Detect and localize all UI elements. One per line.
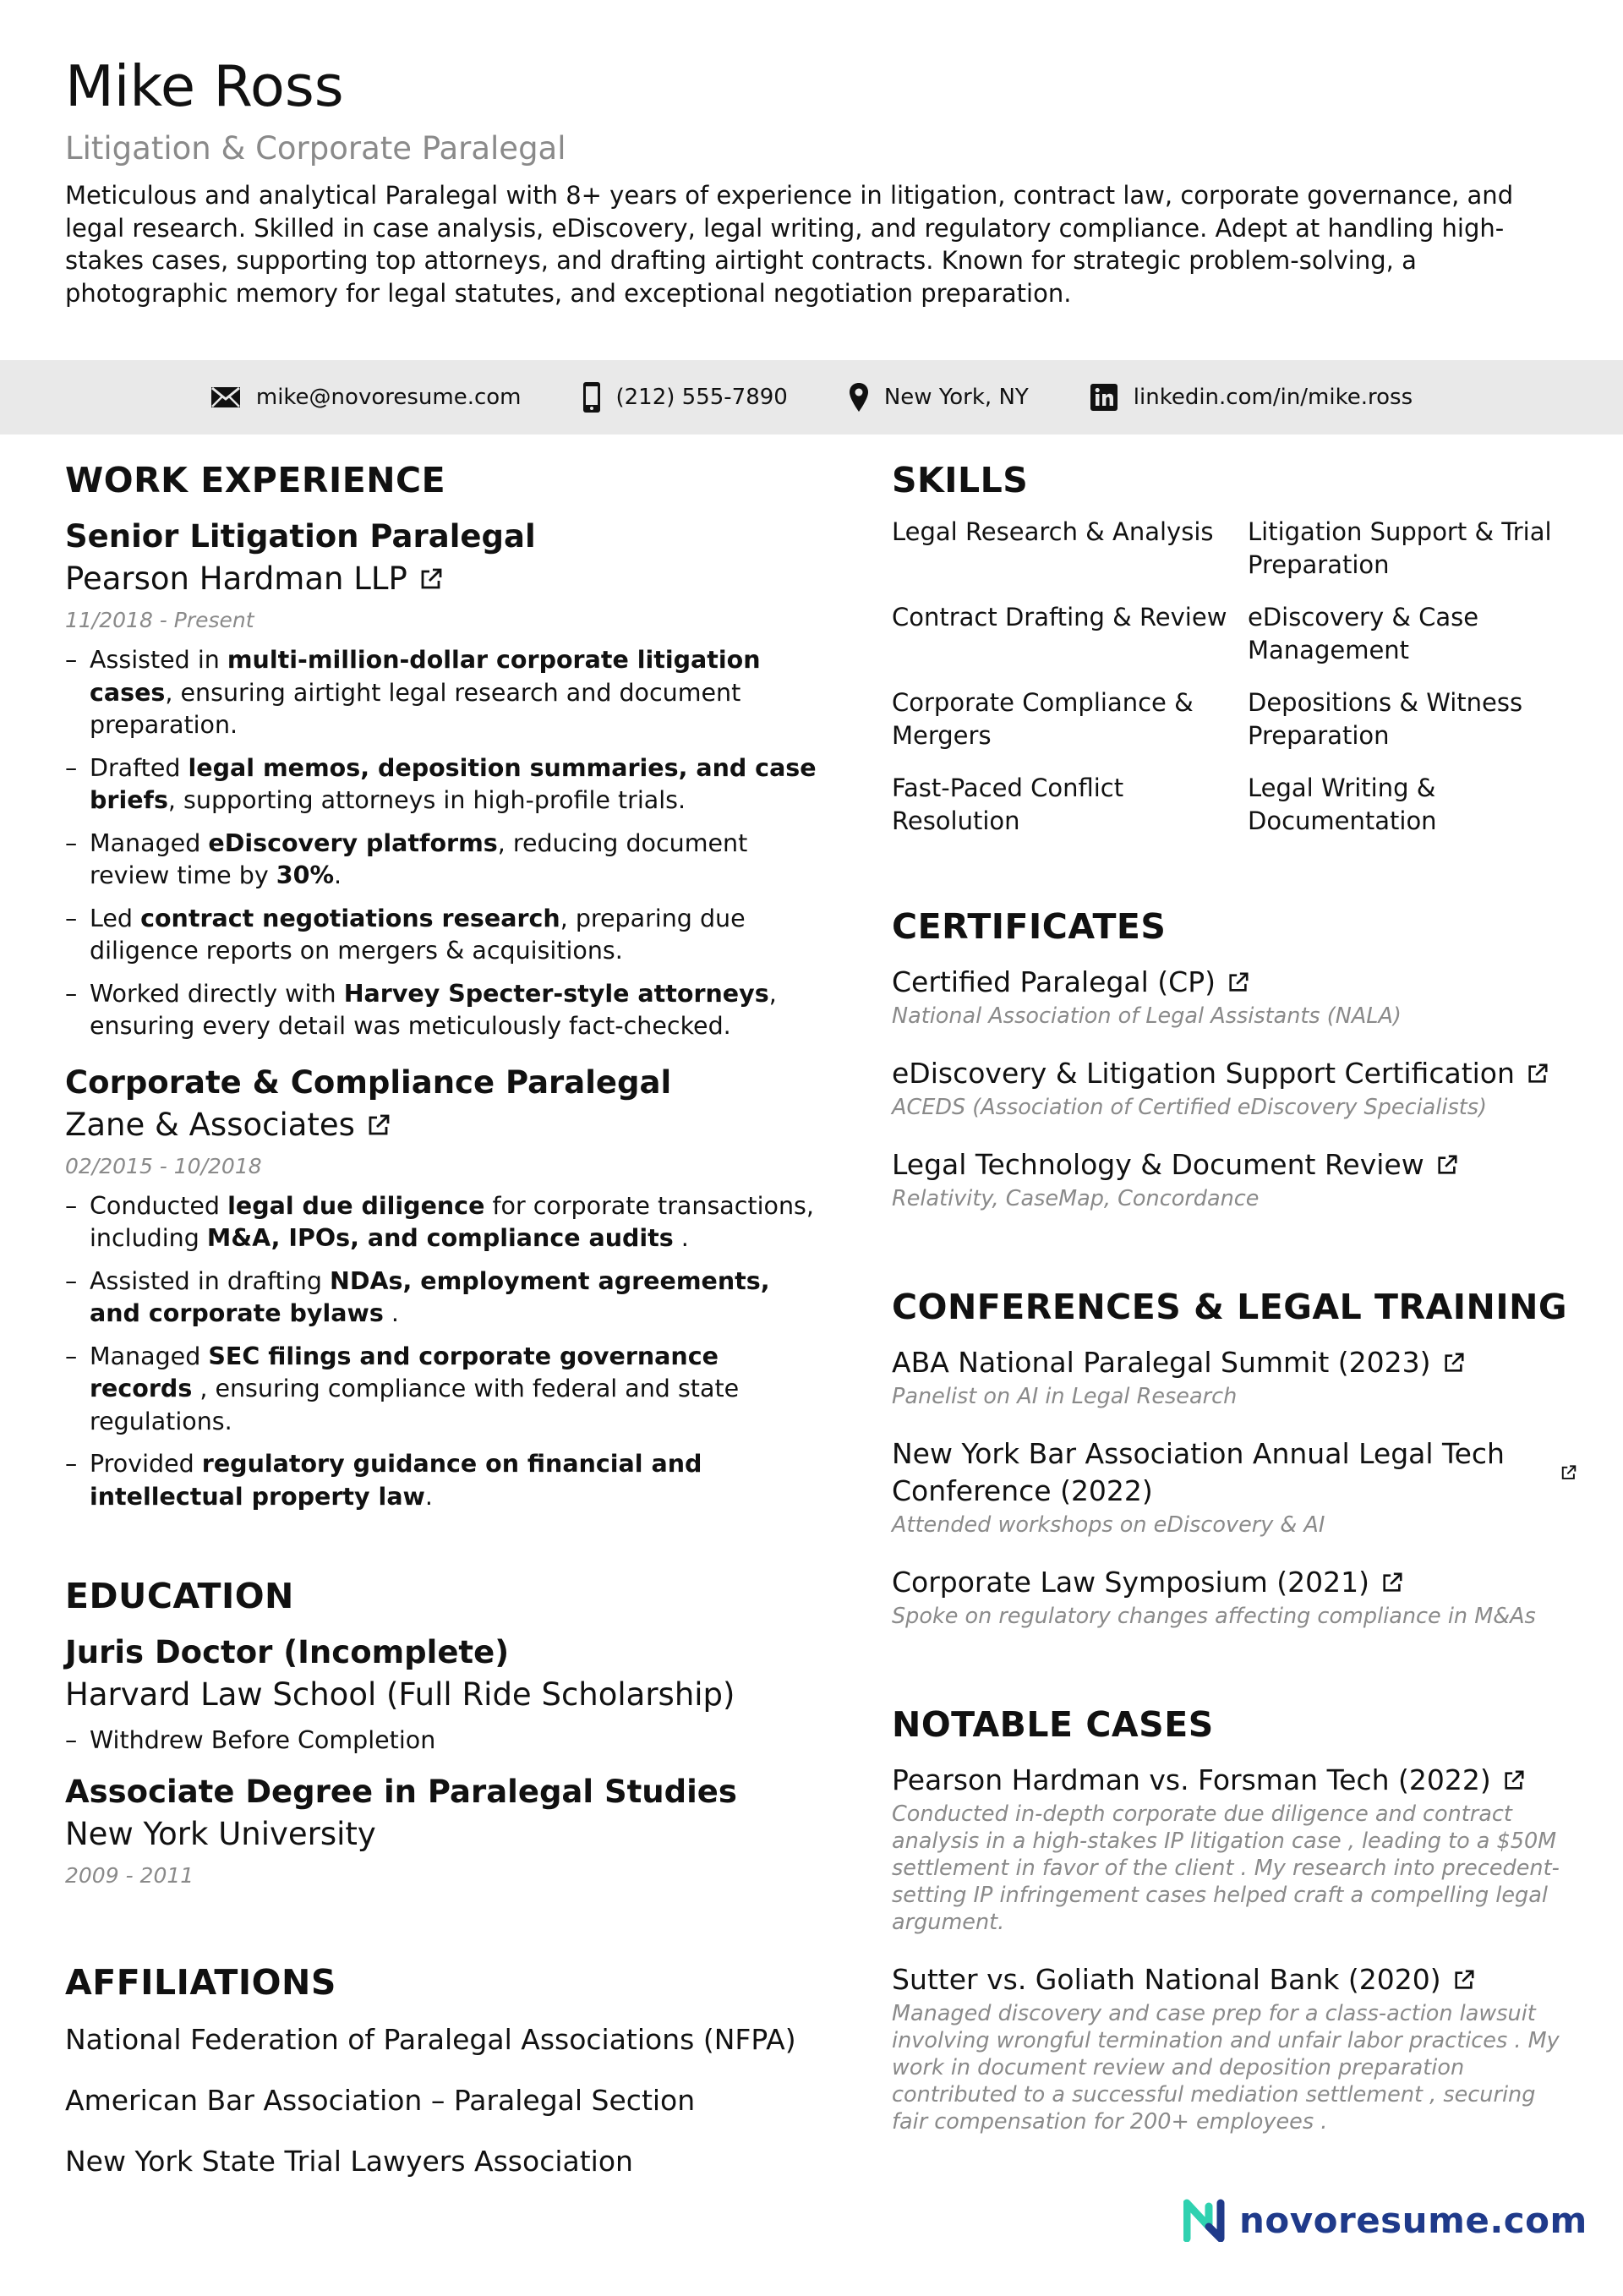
list-item-subtitle: Managed discovery and case prep for a class-action lawsuit involving wrongful termination and unfair labor practices . My work in document review and deposition preparation contributed to a successful mediation settlement , securing fair compensation for 200+ employees . <box>892 2001 1560 2135</box>
list-item: – Withdrew Before Completion <box>65 1725 826 1758</box>
company-label: Zane & Associates <box>65 1106 355 1143</box>
skill-item: Litigation Support & Trial Preparation <box>1248 517 1552 579</box>
list-item: – Provided regulatory guidance on financial and intellectual property law. <box>65 1448 826 1513</box>
job-entry <box>65 516 826 1043</box>
list-item-title[interactable]: eDiscovery & Litigation Support Certification <box>892 1055 1577 1092</box>
skill-item: Contract Drafting & Review <box>892 603 1227 631</box>
skill-item: Legal Writing & Documentation <box>1248 774 1437 835</box>
affiliation-item: National Federation of Paralegal Associations (NFPA) <box>65 2022 796 2056</box>
education-entry <box>65 1632 826 1758</box>
list-item <box>892 964 1577 1030</box>
contact-bar <box>0 360 1623 435</box>
summary-text: Meticulous and analytical Paralegal with 8+ years of experience in litigation, contract law, corporate governance, and legal research. Skilled in case analysis, eDiscovery, legal writing, and regulatory compliance. Adept at handling high-stakes cases, supporting top attorneys, and drafting airtight contracts. Known for strategic problem-solving, a photographic memory for legal statutes, and exceptional negotiation preparation. <box>65 181 1514 308</box>
list-item: – Worked directly with Harvey Specter-style attorneys, ensuring every detail was meticulously fact-checked. <box>65 978 826 1043</box>
linkedin-text: linkedin.com/in/mike.ross <box>1133 385 1413 410</box>
list-item <box>892 1146 1577 1212</box>
resume-header <box>65 49 1553 309</box>
list-item: – Managed eDiscovery platforms, reducing document review time by 30%. <box>65 828 826 893</box>
affiliation-item: New York State Trial Lawyers Association <box>65 2144 633 2178</box>
degree-title: Juris Doctor (Incomplete) <box>65 1634 510 1670</box>
job-dates: 02/2015 - 10/2018 <box>65 1153 262 1178</box>
job-title: Corporate & Compliance Paralegal <box>65 1063 672 1101</box>
list-item-subtitle: Attended workshops on eDiscovery & AI <box>892 1512 1325 1538</box>
skill-item: Legal Research & Analysis <box>892 517 1214 546</box>
novoresume-brand[interactable] <box>1183 2198 1587 2242</box>
external-link-icon[interactable] <box>1503 1769 1525 1791</box>
skill-item: Fast-Paced Conflict Resolution <box>892 774 1124 835</box>
list-item: – Drafted legal memos, deposition summaries, and case briefs, supporting attorneys in high-profile trials. <box>65 752 826 817</box>
contact-linkedin[interactable] <box>1090 383 1413 412</box>
email-text: mike@novoresume.com <box>255 385 522 410</box>
novoresume-logo-icon <box>1183 2198 1232 2242</box>
certificates-list <box>892 964 1577 1212</box>
affiliation-item: American Bar Association – Paralegal Section <box>65 2083 696 2117</box>
list-item-title[interactable]: Corporate Law Symposium (2021) <box>892 1564 1577 1601</box>
skill-item: Depositions & Witness Preparation <box>1248 688 1523 750</box>
list-item-subtitle: Panelist on AI in Legal Research <box>892 1384 1238 1409</box>
job-entry <box>65 1062 826 1514</box>
list-item: – Assisted in multi-million-dollar corporate litigation cases, ensuring airtight legal research and document preparation. <box>65 644 826 742</box>
list-item <box>892 1055 1577 1121</box>
list-item-title[interactable]: Legal Technology & Document Review <box>892 1146 1577 1184</box>
list-item <box>892 1344 1577 1410</box>
job-bullets <box>65 1190 826 1514</box>
contact-location <box>849 382 1029 413</box>
education-heading: EDUCATION <box>65 1576 294 1616</box>
list-item <box>892 1435 1577 1539</box>
conferences-heading: CONFERENCES & LEGAL TRAINING <box>892 1287 1568 1327</box>
external-link-icon[interactable] <box>1560 1462 1577 1484</box>
email-icon <box>210 385 241 409</box>
skill-item: eDiscovery & Case Management <box>1248 603 1479 664</box>
list-item-title[interactable]: Pearson Hardman vs. Forsman Tech (2022) <box>892 1762 1577 1799</box>
list-item <box>892 1762 1577 1936</box>
skill-item: Corporate Compliance & Mergers <box>892 688 1194 750</box>
list-item-subtitle: National Association of Legal Assistants (NALA) <box>892 1003 1402 1029</box>
external-link-icon[interactable] <box>1227 971 1249 993</box>
job-bullets <box>65 644 826 1043</box>
list-item: – Assisted in drafting NDAs, employment agreements, and corporate bylaws . <box>65 1266 826 1331</box>
external-link-icon[interactable] <box>419 567 443 591</box>
education-dates: 2009 - 2011 <box>65 1862 194 1888</box>
list-item-title[interactable]: New York Bar Association Annual Legal Tech Conference (2022) <box>892 1435 1577 1510</box>
work-experience-heading: WORK EXPERIENCE <box>65 460 446 500</box>
left-column <box>65 456 826 2180</box>
school-name: Harvard Law School (Full Ride Scholarship) <box>65 1676 735 1713</box>
cases-list <box>892 1762 1577 2135</box>
company-label: Pearson Hardman LLP <box>65 560 407 597</box>
list-item: – Conducted legal due diligence for corporate transactions, including M&A, IPOs, and compliance audits . <box>65 1190 826 1255</box>
contact-phone[interactable] <box>582 381 788 413</box>
external-link-icon[interactable] <box>1436 1154 1458 1176</box>
certificates-heading: CERTIFICATES <box>892 906 1167 947</box>
affiliations-heading: AFFILIATIONS <box>65 1961 336 2003</box>
conferences-list <box>892 1344 1577 1630</box>
education-bullets <box>65 1725 826 1758</box>
external-link-icon[interactable] <box>367 1113 391 1137</box>
external-link-icon[interactable] <box>1443 1352 1465 1374</box>
phone-text: (212) 555-7890 <box>615 385 788 410</box>
education-entry <box>65 1771 826 1891</box>
location-text: New York, NY <box>883 385 1029 410</box>
list-item: – Managed SEC filings and corporate governance records , ensuring compliance with federal and state regulations. <box>65 1341 826 1439</box>
list-item-subtitle: Relativity, CaseMap, Concordance <box>892 1186 1260 1211</box>
job-dates: 11/2018 - Present <box>65 608 254 632</box>
candidate-title: Litigation & Corporate Paralegal <box>65 130 566 167</box>
company-name[interactable] <box>65 558 826 600</box>
list-item-title[interactable]: Certified Paralegal (CP) <box>892 964 1577 1001</box>
list-item-subtitle: Spoke on regulatory changes affecting compliance in M&As <box>892 1604 1536 1629</box>
linkedin-icon <box>1090 383 1118 412</box>
skills-grid <box>892 516 1577 837</box>
external-link-icon[interactable] <box>1527 1063 1549 1085</box>
list-item-subtitle: Conducted in-depth corporate due diligence and contract analysis in a high-stakes IP litigation case , leading to a $50M settlement in favor of the client . My research into precedent-setting IP infringement cases helped craft a compelling legal argument. <box>892 1801 1560 1935</box>
list-item <box>892 1961 1577 2135</box>
location-pin-icon <box>849 382 869 413</box>
degree-title: Associate Degree in Paralegal Studies <box>65 1773 737 1810</box>
notable-cases-heading: NOTABLE CASES <box>892 1704 1214 1745</box>
phone-icon <box>582 381 601 413</box>
candidate-name: Mike Ross <box>65 53 344 119</box>
company-name[interactable] <box>65 1104 826 1146</box>
list-item-subtitle: ACEDS (Association of Certified eDiscovery Specialists) <box>892 1095 1487 1120</box>
skills-heading: SKILLS <box>892 460 1029 500</box>
list-item <box>892 1564 1577 1630</box>
external-link-icon[interactable] <box>1381 1572 1403 1594</box>
list-item-title[interactable]: ABA National Paralegal Summit (2023) <box>892 1344 1577 1381</box>
school-name: New York University <box>65 1815 376 1852</box>
list-item: – Led contract negotiations research, preparing due diligence reports on mergers & acquisitions. <box>65 903 826 968</box>
job-title: Senior Litigation Paralegal <box>65 518 536 555</box>
contact-email[interactable] <box>210 385 522 410</box>
right-column <box>892 456 1577 2135</box>
list-item-title[interactable]: Sutter vs. Goliath National Bank (2020) <box>892 1961 1577 1998</box>
external-link-icon[interactable] <box>1453 1969 1475 1991</box>
brand-text: novoresume.com <box>1239 2199 1587 2241</box>
